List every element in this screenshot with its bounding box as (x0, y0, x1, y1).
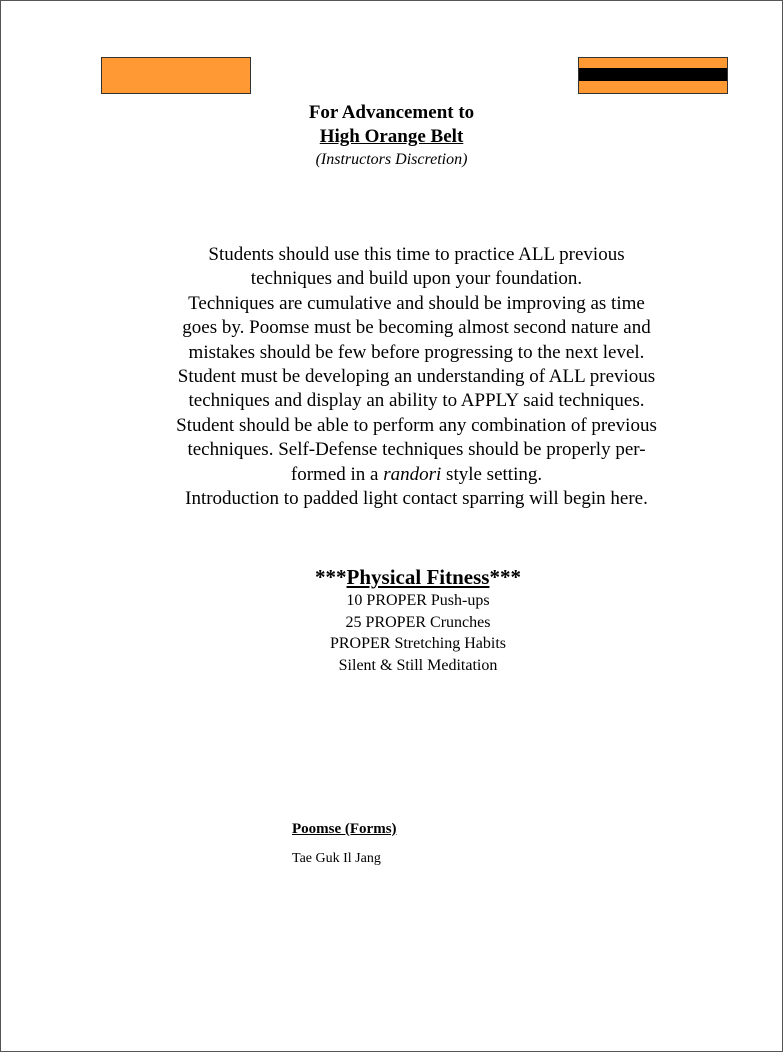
body-line: Student should be able to perform any combination of previous (176, 414, 657, 436)
body-line: mistakes should be few before progressing to the next level. (188, 341, 645, 363)
title-suffix: *** (489, 565, 521, 589)
title-text: Physical Fitness (346, 565, 490, 589)
orange-belt-swatch (101, 57, 251, 94)
fitness-item: 25 PROPER Crunches (345, 613, 491, 631)
body-line: Student must be developing an understanding of ALL previous (177, 366, 656, 388)
body-line-start: formed in a (290, 463, 384, 485)
randori-term: randori (383, 463, 442, 485)
black-stripe (579, 68, 727, 81)
body-line: goes by. Poomse must be becoming almost second nature and (182, 317, 651, 339)
body-line: techniques. Self-Defense techniques should be properly per- (187, 439, 646, 461)
body-line: Techniques are cumulative and should be improving as time (188, 292, 645, 314)
forms-value: Tae Guk Il Jang (292, 851, 381, 866)
fitness-item: 10 PROPER Push-ups (346, 592, 490, 609)
body-line-end: style setting. (441, 463, 543, 485)
forms-label: Poomse (Forms) (292, 821, 397, 837)
body-line: techniques and build upon your foundation. (250, 268, 583, 290)
instructor-note: (Instructors Discretion) (315, 151, 468, 168)
high-orange-belt-swatch (578, 57, 728, 94)
physical-fitness-title (0, 564, 783, 590)
title-prefix: *** (315, 565, 347, 589)
body-line (120, 463, 713, 487)
body-line: techniques and display an ability to APPLY said techniques. (188, 390, 645, 412)
body-line: Students should use this time to practice ALL previous (208, 244, 625, 265)
heading-line-1: For Advancement to (308, 102, 475, 123)
requirements-paragraph (120, 243, 713, 511)
fitness-item: PROPER Stretching Habits (329, 635, 506, 652)
body-line: Introduction to padded light contact sparring will begin here. (185, 488, 648, 510)
fitness-item: Silent & Still Meditation (338, 656, 498, 674)
forms-section (292, 819, 397, 868)
physical-fitness-section (0, 564, 783, 676)
page-heading (0, 101, 783, 171)
belt-title: High Orange Belt (319, 126, 464, 147)
